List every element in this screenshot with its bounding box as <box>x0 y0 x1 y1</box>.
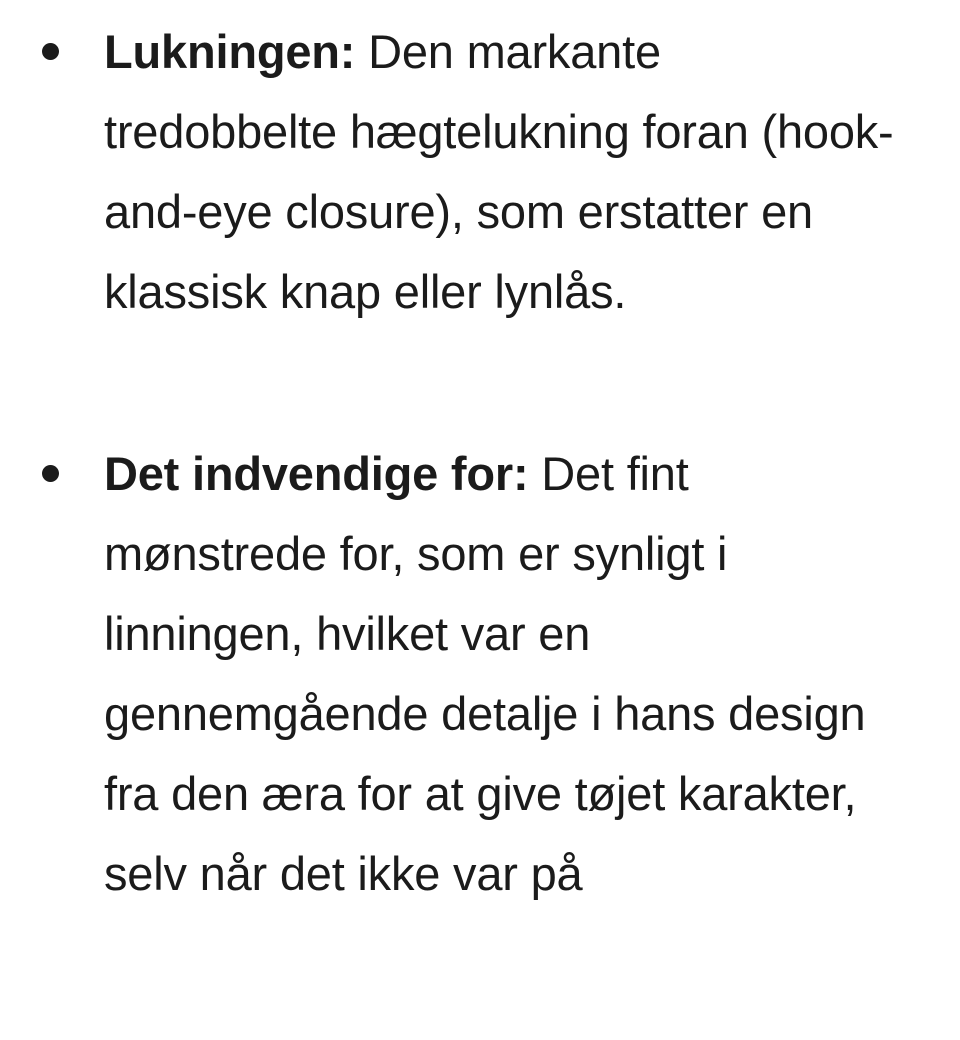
list-item <box>104 12 894 332</box>
bullet-dot-icon <box>42 465 59 482</box>
list-item-term: Det indvendige for: <box>104 447 529 500</box>
list-item-text: Det fint mønstrede for, som er synligt i linningen, hvilket var en gennemgående detalje i hans design fra den æra for at give tøjet karakter, selv når det ikke var på <box>104 447 866 900</box>
list-item-term: Lukningen: <box>104 25 356 78</box>
list-item-text: Den markante tredobbelte hægtelukning foran (hook-and-eye closure), som erstatter en klassisk knap eller lynlås. <box>104 25 894 318</box>
list-item <box>104 434 894 914</box>
bullet-dot-icon <box>42 43 59 60</box>
